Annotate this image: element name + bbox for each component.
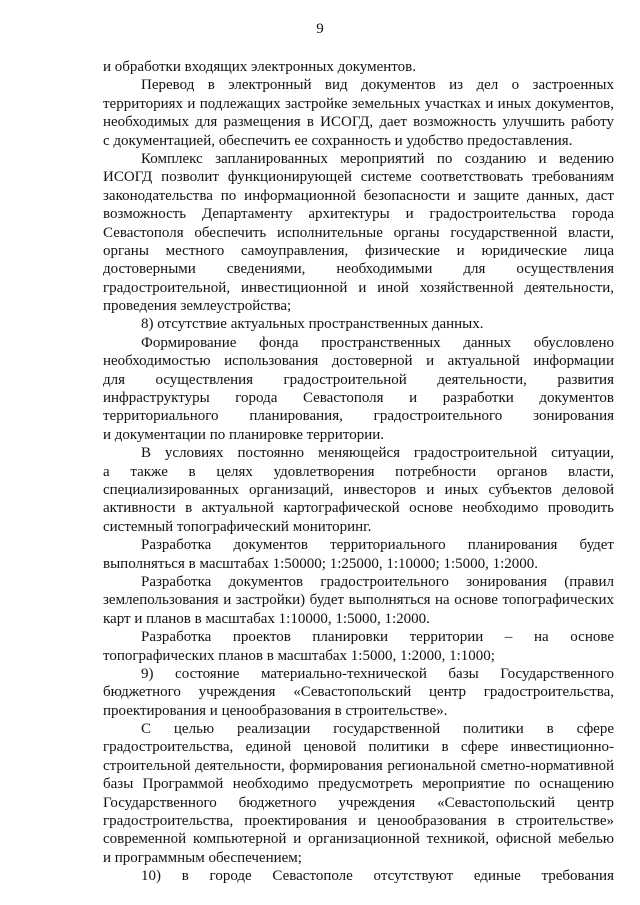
text-line: и обработки входящих электронных документов.	[103, 59, 416, 75]
text-line: Разработка проектов планировки территории – на основе	[141, 629, 614, 646]
text-line: градостроительства, проектирования и ценообразования в строительстве»	[103, 813, 614, 830]
text-line: для осуществления градостроительной деятельности, развития	[103, 371, 614, 388]
text-line: необходимостью использования достоверной и актуальной информации	[103, 353, 614, 370]
text-line: бюджетного учреждения «Севастопольский центр градостроительства,	[103, 684, 614, 701]
text-line: градостроительства, единой ценовой политики в сфере инвестиционно-	[103, 739, 614, 756]
text-line: специализированных организаций, инвесторов и иных субъектов деловой	[103, 481, 614, 498]
text-line: инфраструктуры города Севастополя и разработки документов	[103, 390, 614, 407]
text-line: с документацией, обеспечить ее сохранность и удобство предоставления.	[103, 132, 573, 149]
text-line: проведения землеустройства;	[103, 298, 292, 315]
text-line: строительной деятельности, формирования региональной сметно-нормативной	[103, 757, 614, 774]
text-line: современной компьютерной и организационной техникой, офисной мебелью	[103, 831, 614, 848]
text-line: и документации по планировке территории.	[103, 426, 385, 443]
document-body-text	[103, 58, 614, 886]
text-line: землепользования и застройки) будет выполняться на основе топографических	[103, 592, 614, 609]
text-line: Разработка документов градостроительного зонирования (правил	[141, 573, 614, 590]
text-line: ИСОГД позволит функционирующей системе соответствовать требованиям	[103, 169, 614, 186]
page-number: 9	[316, 21, 324, 37]
text-line: Государственного бюджетного учреждения «Севастопольский центр	[103, 794, 614, 811]
text-line: 8) отсутствие актуальных пространственных данных.	[141, 316, 484, 333]
text-line: проектирования и ценообразования в строительстве».	[103, 702, 448, 719]
text-line: базы Программой необходимо предусмотреть мероприятие по оснащению	[103, 776, 614, 793]
text-line: активности в актуальной картографической основе необходимо проводить	[103, 500, 614, 517]
text-line: Севастополя обеспечить исполнительные органы государственной власти,	[103, 224, 614, 241]
text-line: достоверными сведениями, необходимыми для осуществления	[103, 261, 614, 278]
text-line: выполняться в масштабах 1:50000; 1:25000, 1:10000; 1:5000, 1:2000.	[103, 555, 539, 572]
text-line: Перевод в электронный вид документов из дел о застроенных	[141, 77, 614, 94]
text-line: необходимых для размещения в ИСОГД, дает возможность улучшить работу	[103, 114, 614, 131]
text-line: территориях и подлежащих застройке земельных участках и иных документов,	[103, 95, 614, 112]
text-line: С целью реализации государственной политики в сфере	[141, 721, 614, 738]
text-line: и программным обеспечением;	[103, 849, 302, 866]
text-line: градостроительной, инвестиционной и иной хозяйственной деятельности,	[103, 279, 614, 296]
text-line: В условиях постоянно меняющейся градостроительной ситуации,	[141, 445, 614, 462]
text-line: Формирование фонда пространственных данных обусловлено	[141, 334, 614, 351]
text-line: Разработка документов территориального планирования будет	[141, 537, 614, 554]
text-line: 10) в городе Севастополе отсутствуют единые требования	[141, 868, 614, 885]
text-line: системный топографический мониторинг.	[103, 518, 372, 535]
text-line: топографических планов в масштабах 1:5000, 1:2000, 1:1000;	[103, 647, 495, 664]
text-line: органы местного самоуправления, физические и юридические лица	[103, 242, 614, 259]
text-line: законодательства по информационной безопасности и защите данных, даст	[103, 187, 614, 204]
text-line: возможность Департаменту архитектуры и градостроительства города	[103, 206, 614, 223]
text-line: 9) состояние материально-технической базы Государственного	[141, 665, 614, 682]
text-line: карт и планов в масштабах 1:10000, 1:5000, 1:2000.	[103, 610, 430, 627]
text-line: территориального планирования, градостроительного зонирования	[103, 408, 614, 425]
text-line: Комплекс запланированных мероприятий по созданию и ведению	[141, 150, 614, 167]
text-line: а также в целях удовлетворения потребности органов власти,	[103, 463, 614, 480]
